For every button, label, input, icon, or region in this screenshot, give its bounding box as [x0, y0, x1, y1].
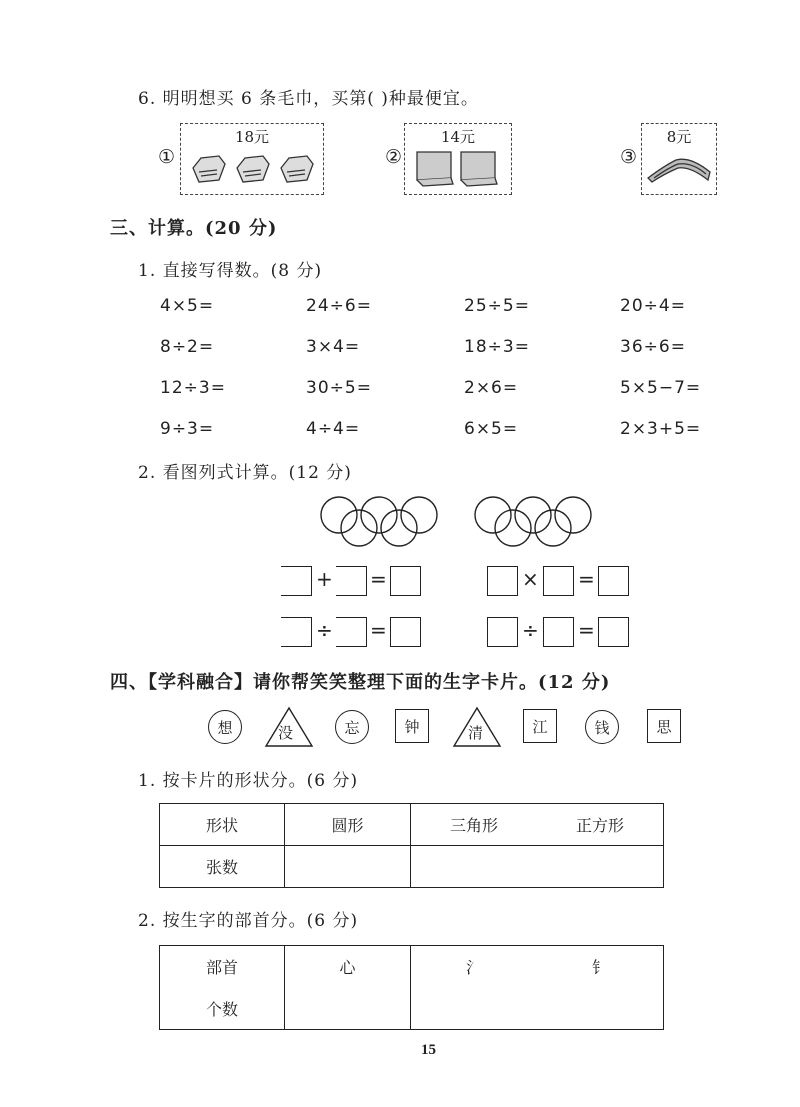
table-cell: 钅 [537, 946, 664, 988]
answer-box[interactable] [281, 566, 312, 596]
equation: 2×3+5= [620, 419, 702, 439]
answer-box[interactable] [543, 617, 574, 647]
card-char: 钟 [404, 717, 420, 736]
table-cell: 形状 [160, 804, 285, 846]
option-1-mark: ① [158, 146, 176, 168]
char-card-square [523, 709, 557, 743]
card-char: 钱 [594, 718, 610, 737]
q3-1-title: 1. 直接写得数。(8 分) [138, 261, 323, 281]
option-3-mark: ③ [620, 146, 638, 168]
card-char: 想 [217, 718, 233, 737]
option-1-price: 18元 [234, 128, 270, 146]
equation: 24÷6= [306, 296, 372, 316]
shape-table [159, 803, 664, 888]
hanging-towel-icon [411, 148, 505, 190]
equation: 12÷3= [160, 378, 226, 398]
answer-box[interactable] [336, 617, 367, 647]
equation: 4÷4= [306, 419, 361, 439]
char-card-circle [585, 710, 619, 744]
times-sign: × [522, 567, 539, 591]
equals-sign: = [578, 567, 595, 591]
table-cell: 心 [285, 946, 411, 988]
circle-group-right [472, 494, 594, 550]
table-cell: 正方形 [537, 804, 664, 846]
table-cell: 圆形 [285, 804, 411, 846]
answer-cell[interactable] [411, 846, 538, 888]
equation: 36÷6= [620, 337, 686, 357]
option-2-mark: ② [385, 146, 403, 168]
option-3-price: 8元 [666, 128, 692, 146]
equation: 8÷2= [160, 337, 215, 357]
answer-cell[interactable] [537, 846, 664, 888]
equation: 18÷3= [464, 337, 530, 357]
circle-group-left [318, 494, 440, 550]
plus-sign: + [316, 567, 333, 591]
radical-table [159, 945, 664, 1030]
char-card-square [395, 709, 429, 743]
equation: 6×5= [464, 419, 519, 439]
answer-box[interactable] [336, 566, 367, 596]
card-char: 忘 [344, 718, 360, 737]
table-cell: 个数 [160, 988, 285, 1030]
equals-sign: = [370, 567, 387, 591]
table-cell: 部首 [160, 946, 285, 988]
q4-1-title: 1. 按卡片的形状分。(6 分) [138, 771, 359, 791]
q3-2-title: 2. 看图列式计算。(12 分) [138, 463, 352, 483]
equation: 4×5= [160, 296, 215, 316]
equation: 5×5−7= [620, 378, 702, 398]
draped-towel-icon [646, 152, 712, 186]
answer-box[interactable] [487, 566, 518, 596]
answer-box[interactable] [487, 617, 518, 647]
divide-sign: ÷ [316, 618, 333, 642]
equation: 20÷4= [620, 296, 686, 316]
divide-sign: ÷ [522, 618, 539, 642]
table-cell: 张数 [160, 846, 285, 888]
answer-box[interactable] [543, 566, 574, 596]
card-char: 江 [532, 717, 548, 736]
answer-box[interactable] [281, 617, 312, 647]
equals-sign: = [370, 618, 387, 642]
answer-cell[interactable] [537, 988, 664, 1030]
card-char: 清 [468, 724, 484, 742]
answer-box[interactable] [598, 617, 629, 647]
equation: 3×4= [306, 337, 361, 357]
answer-box[interactable] [390, 617, 421, 647]
option-3-box [641, 123, 717, 195]
q4-2-title: 2. 按生字的部首分。(6 分) [138, 911, 359, 931]
option-2-box [404, 123, 512, 195]
q6-text: 6. 明明想买 6 条毛巾，买第( )种最便宜。 [138, 89, 479, 109]
section-3-title: 三、计算。(20 分) [110, 218, 278, 239]
folded-towel-icon [189, 150, 317, 190]
option-2-price: 14元 [440, 128, 476, 146]
card-char: 思 [656, 717, 672, 736]
card-char: 没 [278, 724, 294, 742]
equation: 30÷5= [306, 378, 372, 398]
char-card-circle [335, 710, 369, 744]
equals-sign: = [578, 618, 595, 642]
page-number: 15 [421, 1042, 436, 1058]
answer-cell[interactable] [411, 988, 538, 1030]
table-cell: 三角形 [411, 804, 538, 846]
section-4-title: 四、【学科融合】请你帮笑笑整理下面的生字卡片。(12 分) [110, 672, 611, 693]
equation: 9÷3= [160, 419, 215, 439]
answer-cell[interactable] [285, 846, 411, 888]
answer-cell[interactable] [285, 988, 411, 1030]
equation: 25÷5= [464, 296, 530, 316]
option-1-box [180, 123, 324, 195]
answer-box[interactable] [598, 566, 629, 596]
answer-box[interactable] [390, 566, 421, 596]
equation: 2×6= [464, 378, 519, 398]
char-card-circle [208, 710, 242, 744]
table-cell: 氵 [411, 946, 538, 988]
char-card-square [647, 709, 681, 743]
